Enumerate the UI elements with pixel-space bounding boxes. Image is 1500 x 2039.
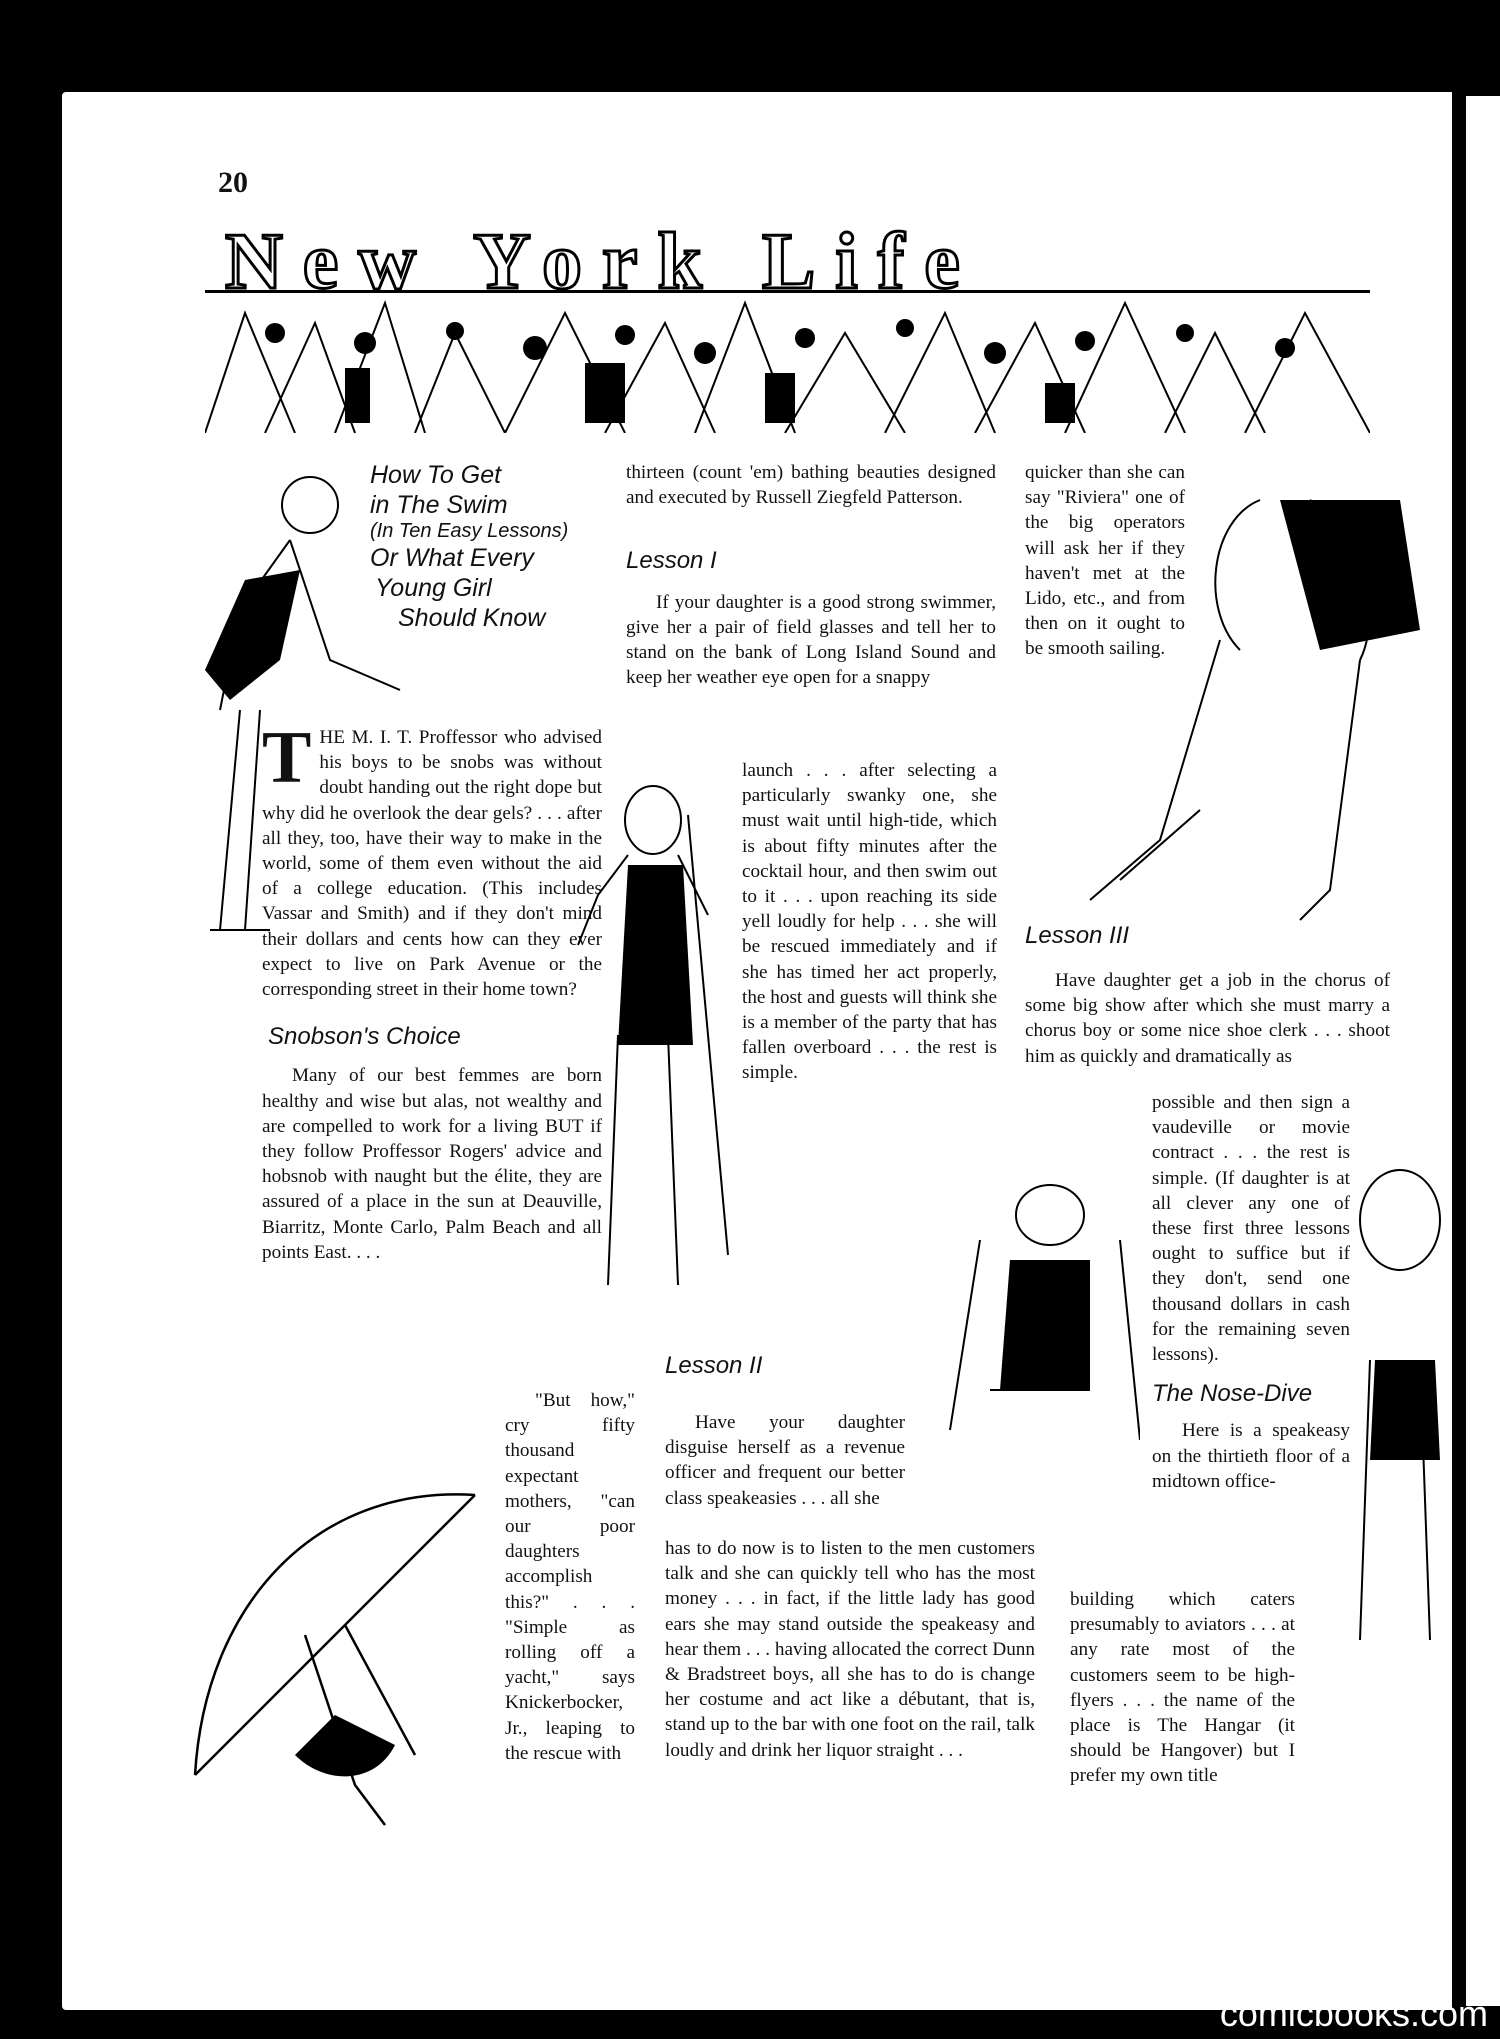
column-3-mid <box>1025 968 1390 1069</box>
column-2 <box>626 460 996 690</box>
col1-paragraph-3: "But how," cry fifty thousand expectant mothers, "can our poor daughters accomplish this?" . . . "Simple as rolling off a yacht," says Knickerbocker, Jr., leaping to the rescue with <box>505 1390 635 1764</box>
title-text: New York Life <box>225 228 980 292</box>
diving-woman-illustration <box>1060 480 1440 940</box>
col2-paragraph-1: thirteen (count 'em) bathing beauties designed and executed by Russell Ziegfeld Patterson. <box>626 462 996 509</box>
edge-woman-illustration <box>1340 1160 1450 1680</box>
subhead-nose-dive: The Nose-Dive <box>1152 1380 1313 1408</box>
col2-paragraph-3b: has to do now is to listen to the men customers talk and she can quickly tell who has the most money . . . in fact, if the little lady has good ears she may stand outside the speakeasy and hear them . . . having allocated the correct Dunn & Bradstreet boys, all she has to do is change her costume and act like a débutant, that is, stand up to the bar with one foot on the rail, talk loudly and drink her liquor straight . . . <box>665 1538 1035 1761</box>
intro-line-2: in The Swim <box>370 491 508 519</box>
column-3-right <box>1152 1090 1350 1494</box>
column-3-bottom <box>1070 1587 1295 1789</box>
crowd-banner-illustration <box>205 290 1370 433</box>
column-2-bottom <box>665 1536 1035 1763</box>
column-2-mid <box>742 758 997 1086</box>
col3-paragraph-3b: building which caters presumably to aviators . . . at any rate most of the customers seem to be high-flyers . . . the name of the place is The Hangar (it should be Hangover) but I prefer my own title <box>1070 1589 1295 1787</box>
column-2-lower <box>665 1410 905 1511</box>
col2-paragraph-2b: launch . . . after selecting a particularly swanky one, she must wait until high-tide, which is about fifty minutes after the cocktail hour, and then swim out to it . . . upon reaching its side yell loudly for help . . . she will be rescued immediately and if she has timed her act properly, the host and guests will think she is a member of the party that has fallen overboard . . . the rest is simple. <box>742 760 997 1084</box>
subhead-lesson-3: Lesson III <box>1025 922 1130 949</box>
facing-page-edge <box>1462 96 1500 2006</box>
col2-paragraph-2: If your daughter is a good strong swimmer, give her a pair of field glasses and tell her to stand on the bank of Long Island Sound and keep her weather eye open for a snappy <box>626 591 996 689</box>
col1-paragraph-2: Many of our best femmes are born healthy and wise but alas, not wealthy and are compelled to work for a living BUT if they follow Proffessor Rogers' advice and hobsnob with naught but the élite, they are assured of a place in the sun at Deauville, Biarritz, Monte Carlo, Palm Beach and all points East. . . . <box>262 1065 602 1263</box>
intro-line-6: Should Know <box>398 604 546 632</box>
drop-cap: T <box>262 717 312 799</box>
bending-woman-illustration <box>200 460 440 950</box>
col3-paragraph-3: Here is a speakeasy on the thirtieth floor of a midtown office- <box>1152 1420 1350 1492</box>
page-title <box>215 228 1365 292</box>
column-1-bottom <box>505 1388 635 1766</box>
subhead-lesson-2: Lesson II <box>665 1352 763 1379</box>
umbrella-woman-illustration <box>175 1455 505 1835</box>
col3-paragraph-2b: possible and then sign a vaudeville or movie contract . . . the rest is simple. (If daughter is at all clever any one of these first three lessons ought to suffice but if they don't, send one thousand dollars in cash for the remaining seven lessons). <box>1152 1092 1350 1366</box>
subhead-snobsons-choice: Snobson's Choice <box>268 1023 461 1051</box>
col2-paragraph-3: Have your daughter disguise herself as a revenue officer and frequent our better class speakeasies . . . all she <box>665 1412 905 1509</box>
intro-line-4: Or What Every <box>370 544 534 572</box>
col3-paragraph-1: quicker than she can say "Riviera" one of the big operators will ask her if they haven't met at the Lido, etc., and from then on it ought to be smooth sailing. <box>1025 462 1185 660</box>
subhead-lesson-1: Lesson I <box>626 547 717 575</box>
page-number: 20 <box>218 166 248 199</box>
watermark: comicbooks.com <box>1219 1993 1488 2034</box>
standing-woman-illustration <box>558 775 748 1295</box>
seated-woman-illustration <box>940 1170 1140 1460</box>
intro-line-5: Young Girl <box>375 574 492 602</box>
intro-line-1: How To Get <box>370 461 502 489</box>
col3-paragraph-2: Have daughter get a job in the chorus of some big show after which she must marry a chorus boy or some nice shoe clerk . . . shoot him as quickly and dramatically as <box>1025 970 1390 1067</box>
intro-line-3: (In Ten Easy Lessons) <box>370 520 569 542</box>
col1-paragraph-1: THE M. I. T. Proffessor who advised his boys to be snobs was without doubt handing out the right dope but why did he overlook the dear gels? . . . after all they, too, have their way to make in the world, some of them even without the aid of a college education. (This includes Vassar and Smith) and if they don't mind their dollars and cents how can they ever expect to live on Park Avenue or the corresponding street in their home town? <box>262 717 602 1001</box>
